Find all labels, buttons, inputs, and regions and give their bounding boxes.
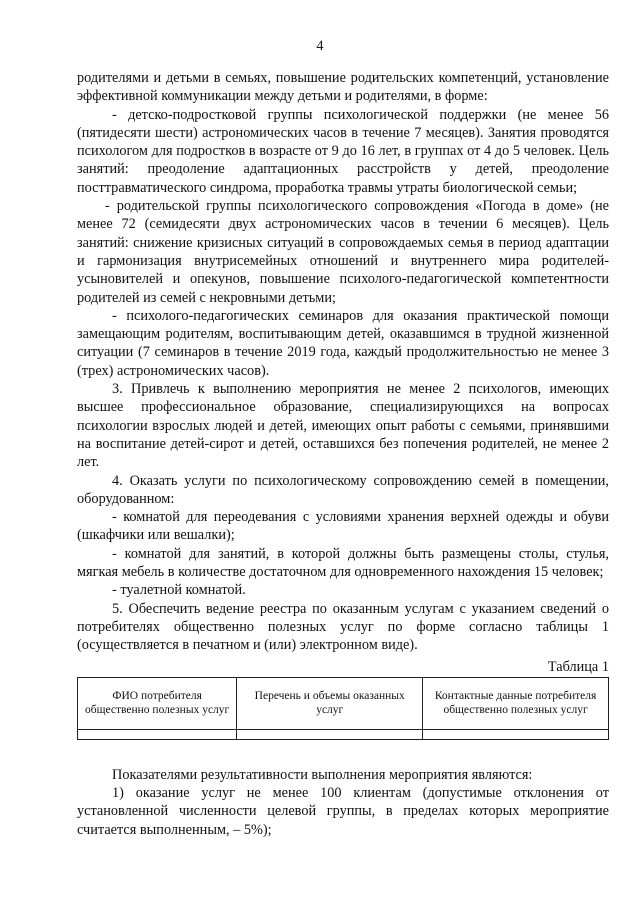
paragraph: родителями и детьми в семьях, повышение родительских компетенций, установление эффективной коммуникации между детьми и родителями, в форме:: [77, 70, 609, 105]
paragraph: - детско-подростковой группы психологической поддержки (не менее 56 (пятидесяти шести) астрономических часов в течение 7 месяцев). Занятия проводятся психологом для подростков в возрасте от 9 до 16 лет, в группах от 4 до 5 человек. Цель занятий: преодоление адаптационных расстройств у детей, преодоление посттравматического синдрома, проработка травмы утраты биологической семьи;: [77, 106, 609, 196]
table-header-cell: ФИО потребителя общественно полезных услуг: [78, 677, 237, 729]
table-header-cell: Перечень и объемы оказанных услуг: [237, 677, 423, 729]
table-header-row: [78, 677, 609, 729]
paragraph: - родительской группы психологического сопровождения «Погода в доме» (не менее 72 (семидесяти двух астрономических часов в течении 6 месяцев). Цель занятий: снижение кризисных ситуаций в сопровождаемых семья в период адаптации и гармонизация внутрисемейных отношений и внутреннего мира родителей-усыновителей и опекунов, повышение психолого-педагогической компетентности родителей из семей с некровными детьми;: [77, 198, 609, 306]
paragraph: - комнатой для занятий, в которой должны быть размещены столы, стулья, мягкая мебель в количестве достаточном для одновременного нахождения 15 человек;: [77, 545, 609, 581]
paragraph: - комнатой для переодевания с условиями хранения верхней одежды и обуви (шкафчики или вешалки);: [77, 509, 609, 544]
paragraph: 4. Оказать услуги по психологическому сопровождению семей в помещении, оборудованном:: [77, 472, 609, 507]
paragraph: Показателями результативности выполнения мероприятия являются:: [112, 766, 533, 783]
page-number: 4: [316, 38, 324, 54]
table-row: [78, 729, 609, 739]
table-cell: [423, 729, 609, 739]
consumer-registry-table: [77, 677, 609, 740]
document-body: [77, 69, 609, 839]
paragraph: 3. Привлечь к выполнению мероприятия не менее 2 психологов, имеющих высшее профессиональное образование, специализирующихся на вопросах психологии взрослых людей и детей, имеющих опыт работы с семьями, принявшими на воспитание детей-сирот и детей, оставшихся без попечения родителей, не менее 2 лет.: [77, 381, 609, 471]
table-caption: Таблица 1: [547, 658, 609, 675]
paragraph: 5. Обеспечить ведение реестра по оказанным услугам с указанием сведений о потребителях общественно полезных услуг по форме согласно таблицы 1 (осуществляется в печатном и (или) электронном виде).: [77, 600, 609, 654]
paragraph: - психолого-педагогических семинаров для оказания практической помощи замещающим родителям, воспитывающим детей, оказавшимся в трудной жизненной ситуации (7 семинаров в течение 2019 года, каждый продолжительностью не менее 3 (трех) астрономических часов).: [77, 307, 609, 379]
table-header-cell: Контактные данные потребителя общественно полезных услуг: [423, 677, 609, 729]
table-cell: [78, 729, 237, 739]
paragraph: 1) оказание услуг не менее 100 клиентам (допустимые отклонения от установленной численности целевой группы, в пределах которых мероприятие считается выполненным, – 5%);: [77, 785, 609, 838]
paragraph: - туалетной комнатой.: [112, 582, 246, 599]
table-cell: [237, 729, 423, 739]
